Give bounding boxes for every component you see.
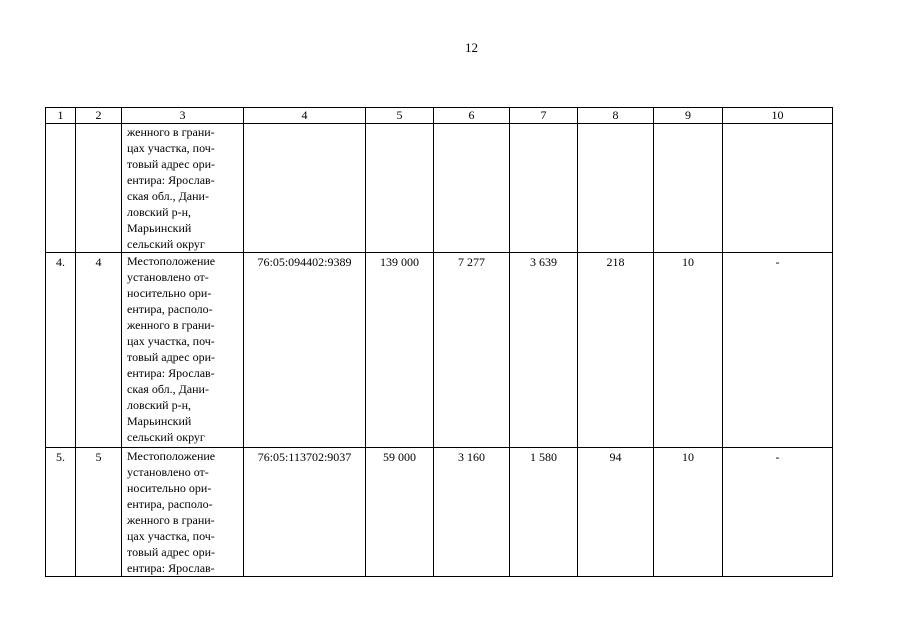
- column-header-2: 2: [76, 108, 122, 124]
- item-number-cell: 4: [76, 253, 122, 448]
- column-5-cell: 139 000: [366, 253, 434, 448]
- column-5-cell: 59 000: [366, 448, 434, 577]
- column-header-9: 9: [654, 108, 723, 124]
- column-header-1: 1: [46, 108, 76, 124]
- row-number-cell: 5.: [46, 448, 76, 577]
- column-10-cell: -: [723, 448, 833, 577]
- location-description-cell: Местоположение установлено от- носительно ори- ентира, располо- женного в грани- цах участка, поч- товый адрес ори- ентира: Ярослав- ская обл., Дани- ловский р-н, Марьинский сельский округ: [122, 253, 244, 448]
- column-9-cell: 10: [654, 253, 723, 448]
- row-number-cell: [46, 124, 76, 253]
- location-description-cell: Местоположение установлено от- носительно ори- ентира, располо- женного в грани- цах участка, поч- товый адрес ори- ентира: Ярослав-: [122, 448, 244, 577]
- column-10-cell: [723, 124, 833, 253]
- column-9-cell: [654, 124, 723, 253]
- column-5-cell: [366, 124, 434, 253]
- cadastral-number-cell: 76:05:094402:9389: [244, 253, 366, 448]
- header-row: [46, 108, 833, 124]
- column-6-cell: 3 160: [434, 448, 510, 577]
- location-description-cell: женного в грани- цах участка, поч- товый адрес ори- ентира: Ярослав- ская обл., Дани- ловский р-н, Марьинский сельский округ: [122, 124, 244, 253]
- column-header-10: 10: [723, 108, 833, 124]
- column-7-cell: 1 580: [510, 448, 578, 577]
- column-header-4: 4: [244, 108, 366, 124]
- item-number-cell: 5: [76, 448, 122, 577]
- item-number-cell: [76, 124, 122, 253]
- column-9-cell: 10: [654, 448, 723, 577]
- cadastral-number-cell: 76:05:113702:9037: [244, 448, 366, 577]
- row-number-cell: 4.: [46, 253, 76, 448]
- column-6-cell: [434, 124, 510, 253]
- column-header-8: 8: [578, 108, 654, 124]
- column-8-cell: [578, 124, 654, 253]
- table-row: [46, 253, 833, 448]
- column-header-5: 5: [366, 108, 434, 124]
- column-7-cell: [510, 124, 578, 253]
- column-8-cell: 94: [578, 448, 654, 577]
- table-row: [46, 124, 833, 253]
- column-10-cell: -: [723, 253, 833, 448]
- column-8-cell: 218: [578, 253, 654, 448]
- column-6-cell: 7 277: [434, 253, 510, 448]
- table-row: [46, 448, 833, 577]
- cadastral-number-cell: [244, 124, 366, 253]
- column-7-cell: 3 639: [510, 253, 578, 448]
- page-number: 12: [465, 40, 478, 55]
- column-header-6: 6: [434, 108, 510, 124]
- land-register-table: [45, 107, 833, 577]
- column-header-3: 3: [122, 108, 244, 124]
- column-header-7: 7: [510, 108, 578, 124]
